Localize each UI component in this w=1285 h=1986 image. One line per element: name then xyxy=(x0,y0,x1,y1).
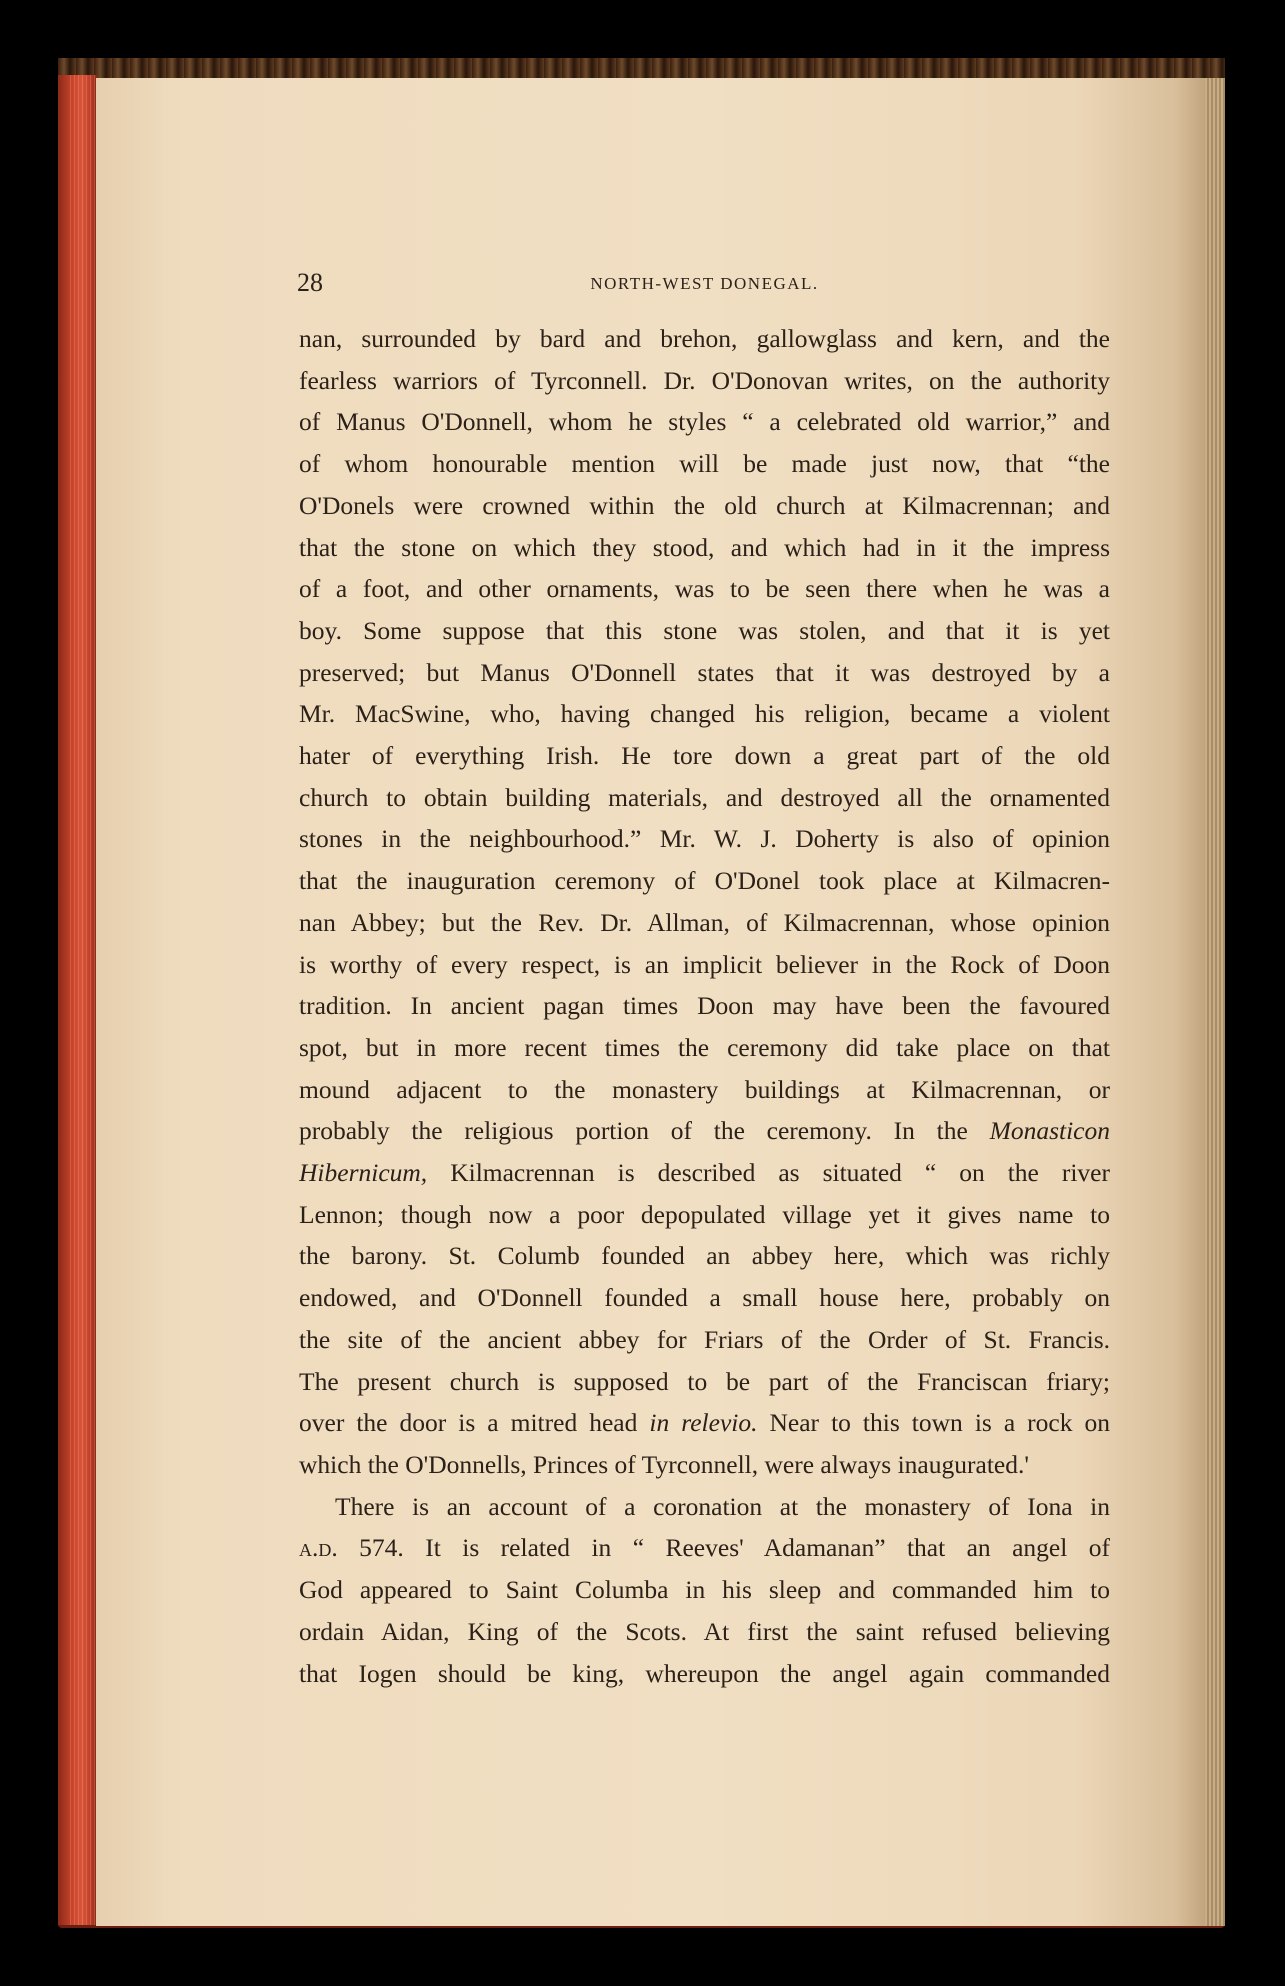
text-line: that the stone on which they stood, and which had in it the impress xyxy=(299,532,1110,562)
text-line: nan, surrounded by bard and brehon, gallowglass and kern, and the xyxy=(299,324,1110,353)
text-line xyxy=(299,1527,1110,1569)
text-line xyxy=(299,1402,1110,1444)
text-line: O'Donels were crowned within the old church at Kilmacrennan; and xyxy=(299,490,1110,520)
text-line: of whom honourable mention will be made just now, that “the xyxy=(299,449,1110,479)
text-line: The present church is supposed to be part of the Franciscan friary; xyxy=(299,1366,1110,1396)
italic-title: Monasticon xyxy=(989,1116,1110,1146)
text-line: mound adjacent to the monastery buildings at Kilmacrennan, or xyxy=(299,1074,1110,1104)
text-line: the barony. St. Columb founded an abbey here, which was richly xyxy=(299,1241,1110,1271)
text-line: Mr. MacSwine, who, having changed his religion, became a violent xyxy=(299,699,1110,729)
page-number: 28 xyxy=(297,268,323,297)
text-line: stones in the neighbourhood.” Mr. W. J. Doherty is also of opinion xyxy=(299,824,1110,854)
body-text xyxy=(299,318,1110,1694)
text-line: church to obtain building materials, and destroyed all the ornamented xyxy=(299,782,1110,812)
text-line xyxy=(299,1152,1110,1194)
paragraph-first-line: There is an account of a coronation at the monastery of Iona in xyxy=(335,1491,1110,1521)
text-line: is worthy of every respect, is an implicit believer in the Rock of Doon xyxy=(299,949,1110,979)
page-header xyxy=(297,268,1112,300)
text-line: that the inauguration ceremony of O'Donel took place at Kilmacren- xyxy=(299,866,1110,896)
text-line: fearless warriors of Tyrconnell. Dr. O'Donovan writes, on the authority xyxy=(299,365,1110,395)
text-line: preserved; but Manus O'Donnell states that it was destroyed by a xyxy=(299,657,1110,687)
right-page-edge xyxy=(1205,78,1225,1926)
text-line: God appeared to Saint Columba in his sleep and commanded him to xyxy=(299,1575,1110,1605)
text-fragment: 574. It is related in “ Reeves' Adamanan” that an angel of xyxy=(337,1533,1110,1563)
text-line: Lennon; though now a poor depopulated village yet it gives name to xyxy=(299,1199,1110,1229)
text-line: that Iogen should be king, whereupon the angel again commanded xyxy=(299,1658,1110,1688)
text-line xyxy=(299,1110,1110,1152)
paragraph-last-line: which the O'Donnells, Princes of Tyrconnell, were always inaugurated.' xyxy=(299,1449,1029,1479)
text-line: nan Abbey; but the Rev. Dr. Allman, of Kilmacrennan, whose opinion xyxy=(299,907,1110,937)
book-top-edge xyxy=(58,58,1225,80)
text-line: tradition. In ancient pagan times Doon may have been the favoured xyxy=(299,991,1110,1021)
text-line: hater of everything Irish. He tore down a great part of the old xyxy=(299,741,1110,771)
text-fragment: Kilmacrennan is described as situated “ on the river xyxy=(427,1158,1110,1188)
text-line: ordain Aidan, King of the Scots. At first the saint refused believing xyxy=(299,1616,1110,1646)
text-line: boy. Some suppose that this stone was stolen, and that it is yet xyxy=(299,615,1110,645)
running-title: NORTH-WEST DONEGAL. xyxy=(590,274,819,293)
text-fragment: over the door is a mitred head xyxy=(299,1408,650,1438)
small-caps-era: a.d. xyxy=(299,1533,338,1563)
text-line: of Manus O'Donnell, whom he styles “ a celebrated old warrior,” and xyxy=(299,407,1110,437)
text-fragment: probably the religious portion of the ceremony. In the xyxy=(299,1116,990,1146)
text-line: endowed, and O'Donnell founded a small house here, probably on xyxy=(299,1283,1110,1313)
italic-title: Hibernicum, xyxy=(299,1158,428,1188)
text-line: spot, but in more recent times the ceremony did take place on that xyxy=(299,1032,1110,1062)
text-line: of a foot, and other ornaments, was to be seen there when he was a xyxy=(299,574,1110,604)
italic-phrase: in relevio. xyxy=(649,1408,758,1438)
text-line: the site of the ancient abbey for Friars of the Order of St. Francis. xyxy=(299,1324,1110,1354)
page-edge-lines xyxy=(70,75,98,1925)
text-fragment: Near to this town is a rock on xyxy=(757,1408,1110,1438)
